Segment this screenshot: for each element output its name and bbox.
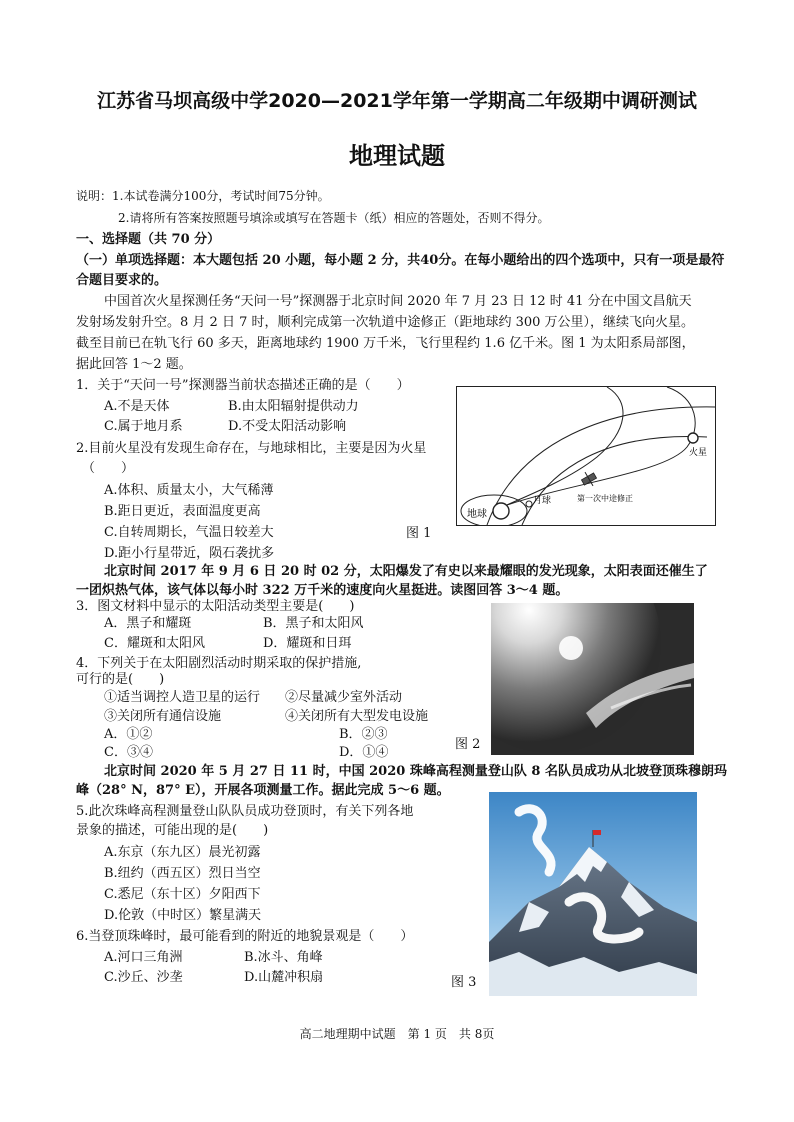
section-instruction-1: （一）单项选择题：本大题包括 20 小题，每小题 2 分，共40分。在每小题给出的四个选项中，只有一项是最符 [76, 253, 725, 268]
q2-stem-2: （ ） [82, 461, 135, 476]
q1-stem: 1．关于“天问一号”探测器当前状态描述正确的是（ ） [76, 378, 410, 393]
q2-option-a: A.体积、质量太小，大气稀薄 [104, 483, 274, 498]
figure-1-solar-system [456, 386, 716, 526]
q2-stem-1: 2.目前火星没有发现生命存在，与地球相比，主要是因为火星 [76, 441, 427, 456]
q2-option-c: C.自转周期长，气温日较差大 [104, 525, 274, 540]
q4-option-d: D．①④ [339, 745, 389, 760]
mars-icon [688, 433, 698, 443]
passage2-line-1: 北京时间 2017 年 9 月 6 日 20 时 02 分，太阳爆发了有史以来最耀眼的发光现象，太阳表面还催生了 [104, 564, 708, 579]
note-line-1: 说明：1.本试卷满分100分，考试时间75分钟。 [76, 189, 330, 203]
figure-2-solar-flare-photo [491, 603, 694, 755]
passage3-line-1: 北京时间 2020 年 5 月 27 日 11 时，中国 2020 珠峰高程测量登山队 8 名队员成功从北坡登顶珠穆朗玛 [104, 764, 727, 779]
figure-1-caption: 图 1 [406, 526, 432, 541]
q4-statement-1: ①适当调控人造卫星的运行 [104, 690, 261, 705]
flag-icon [593, 830, 601, 835]
q1-option-b: B.由太阳辐射提供动力 [228, 399, 359, 414]
page-footer: 高二地理期中试题 第 1 页 共 8页 [299, 1027, 495, 1041]
q4-stem-2: 可行的是( ) [76, 672, 165, 687]
figure-3-everest-photo [489, 792, 697, 996]
note-line-2: 2.请将所有答案按照题号填涂或填写在答题卡（纸）相应的答题处，否则不得分。 [118, 211, 550, 225]
section-heading: 一、选择题（共 70 分） [76, 232, 221, 247]
mars-orbit [507, 387, 695, 505]
q3-option-b: B．黑子和太阳风 [263, 616, 364, 631]
figure-3-caption: 图 3 [451, 975, 477, 990]
q6-option-d: D.山麓冲积扇 [244, 970, 324, 985]
passage1-line-4: 据此回答 1～2 题。 [76, 357, 192, 372]
q4-option-b: B．②③ [339, 727, 388, 742]
passage3-line-2: 峰（28° N，87° E），开展各项测量工作。据此完成 5～6 题。 [76, 783, 450, 798]
q4-statement-3: ③关闭所有通信设施 [104, 709, 222, 724]
q4-statement-4: ④关闭所有大型发电设施 [285, 709, 429, 724]
fig1-earth-label: 地球 [467, 509, 487, 520]
passage1-line-2: 发射场发射升空。8 月 2 日 7 时，顺利完成第一次轨道中途修正（距地球约 300 万公里），继续飞向火星。 [76, 315, 695, 330]
orbit-line-2 [522, 437, 707, 525]
q5-option-c: C.悉尼（东十区）夕阳西下 [104, 887, 261, 902]
everest-image [489, 792, 697, 996]
q5-stem-2: 景象的描述，可能出现的是( ) [76, 823, 269, 838]
q5-option-a: A.东京（东九区）晨光初露 [104, 845, 261, 860]
fig1-mars-label: 火星 [689, 447, 708, 457]
exam-subject-title: 地理试题 [349, 142, 445, 170]
q6-stem: 6.当登顶珠峰时，最可能看到的附近的地貌景观是（ ） [76, 929, 414, 944]
solar-flare-image [491, 603, 694, 755]
q6-option-b: B.冰斗、角峰 [244, 950, 323, 965]
earth-orbit [502, 387, 623, 507]
q5-option-b: B.纽约（西五区）烈日当空 [104, 866, 261, 881]
q3-stem: 3．图文材料中显示的太阳活动类型主要是( ) [76, 599, 355, 614]
earth-icon [493, 503, 509, 519]
section-instruction-2: 合题目要求的。 [76, 273, 168, 288]
q5-option-d: D.伦敦（中时区）繁星满天 [104, 908, 262, 923]
q4-statement-2: ②尽量减少室外活动 [285, 690, 403, 705]
passage1-line-1: 中国首次火星探测任务“天问一号”探测器于北京时间 2020 年 7 月 23 日 12 时 41 分在中国文昌航天 [104, 294, 692, 309]
q2-option-d: D.距小行星带近，陨石袭扰多 [104, 546, 275, 561]
orbit-line-1 [487, 407, 715, 525]
q4-option-c: C．③④ [104, 745, 153, 760]
q6-option-c: C.沙丘、沙垄 [104, 970, 183, 985]
q2-option-b: B.距日更近，表面温度更高 [104, 504, 261, 519]
passage1-line-3: 截至目前已在轨飞行 60 多天，距离地球约 1900 万千米，飞行里程约 1.6 亿千米。图 1 为太阳系局部图， [76, 336, 695, 351]
exam-school-title: 江苏省马坝高级中学2020—2021学年第一学期高二年级期中调研测试 [97, 90, 697, 112]
q6-option-a: A.河口三角洲 [104, 950, 183, 965]
solar-system-diagram [457, 387, 715, 525]
flare-bright-spot [559, 636, 583, 660]
fig1-correction-label: 第一次中途修正 [577, 494, 633, 503]
q5-stem-1: 5.此次珠峰高程测量登山队队员成功登顶时，有关下列各地 [76, 804, 414, 819]
q1-option-d: D.不受太阳活动影响 [228, 419, 347, 434]
q1-option-c: C.属于地月系 [104, 419, 183, 434]
probe-icon [579, 469, 599, 490]
q1-option-a: A.不是天体 [104, 399, 170, 414]
fig1-moon-label: 月球 [533, 495, 552, 505]
q4-stem-1: 4．下列关于在太阳剧烈活动时期采取的保护措施, [76, 656, 362, 671]
figure-2-caption: 图 2 [455, 737, 481, 752]
q3-option-a: A．黑子和耀斑 [104, 616, 192, 631]
q3-option-d: D．耀斑和日珥 [263, 636, 352, 651]
q4-option-a: A．①② [104, 727, 153, 742]
passage2-line-2: 一团炽热气体，该气体以每小时 322 万千米的速度向火星挺进。读图回答 3～4 题。 [76, 583, 569, 598]
q3-option-c: C．耀斑和太阳风 [104, 636, 205, 651]
moon-icon [526, 501, 532, 507]
